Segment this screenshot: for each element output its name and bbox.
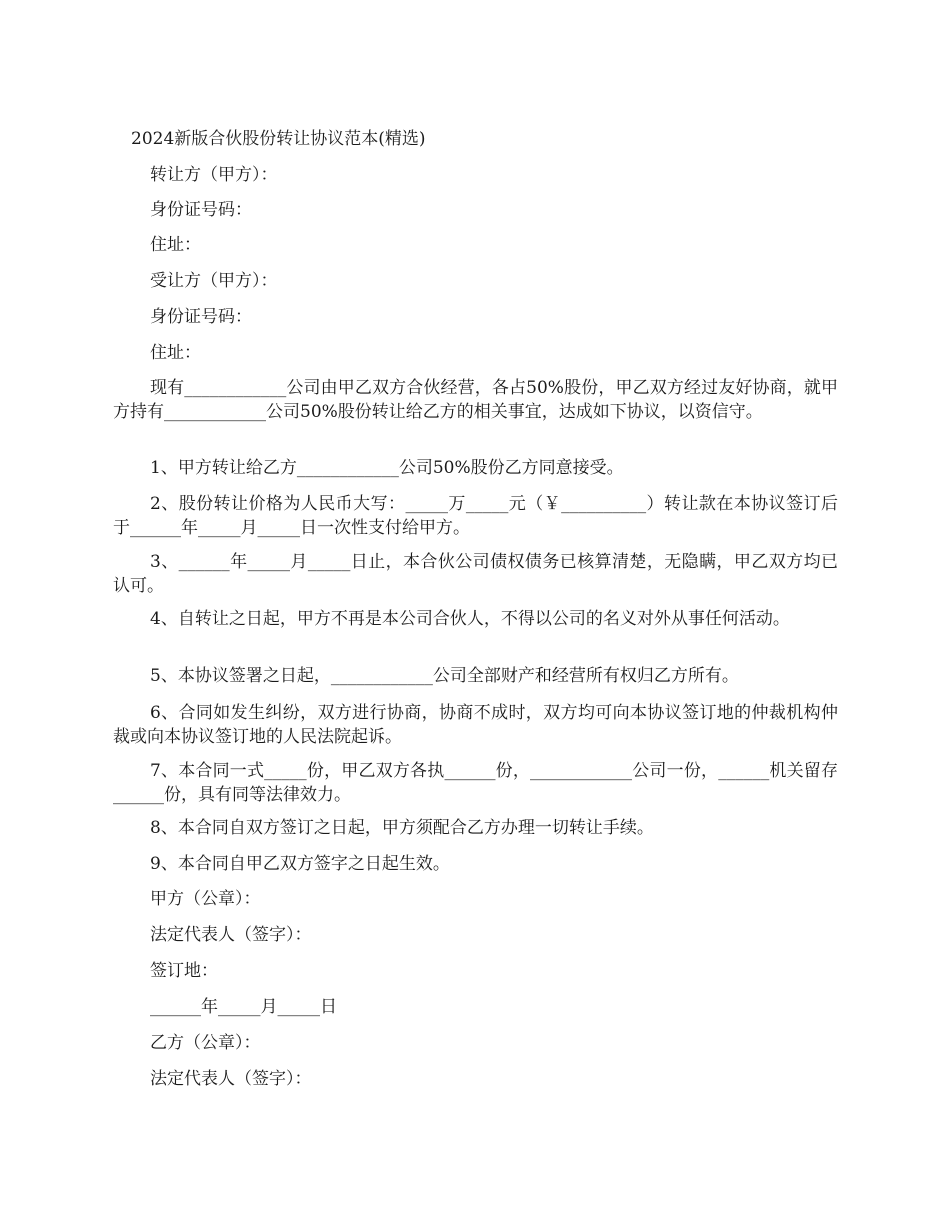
party-a-representative: 法定代表人（签字）： (150, 925, 312, 945)
clause-5: 5、本协议签署之日起，____________公司全部财产和经营所有权归乙方所有。 (150, 666, 739, 686)
transferor-label: 转让方（甲方）： (150, 165, 278, 185)
clause-9: 9、本合同自甲乙双方签字之日起生效。 (150, 854, 450, 874)
transferee-id-label: 身份证号码： (150, 307, 252, 327)
sign-place: 签订地： (150, 961, 218, 981)
intro-paragraph: 现有____________公司由甲乙双方合伙经营，各占50%股份，甲乙双方经过友好协商，就甲方持有____________公司50%股份转让给乙方的相关事宜，达成如下协议，以资信守。 (113, 378, 838, 422)
transferee-address-label: 住址： (150, 343, 201, 363)
clause-6: 6、合同如发生纠纷，双方进行协商，协商不成时，双方均可向本协议签订地的仲裁机构仲裁或向本协议签订地的人民法院起诉。 (113, 703, 838, 747)
clause-2: 2、股份转让价格为人民币大写：_____万_____元（￥__________）转让款在本协议签订后于______年_____月_____日一次性支付给甲方。 (113, 494, 838, 538)
clause-1: 1、甲方转让给乙方____________公司50%股份乙方同意接受。 (150, 458, 624, 478)
clause-4: 4、自转让之日起，甲方不再是本公司合伙人，不得以公司的名义对外从事任何活动。 (150, 609, 790, 629)
clause-8: 8、本合同自双方签订之日起，甲方须配合乙方办理一切转让手续。 (150, 818, 654, 838)
transferor-id-label: 身份证号码： (150, 200, 252, 220)
transferee-label: 受让方（甲方）： (150, 271, 278, 291)
clause-3: 3、______年_____月_____日止，本合伙公司债权债务已核算清楚，无隐瞒，甲乙双方均已认可。 (113, 552, 838, 596)
transferor-address-label: 住址： (150, 235, 201, 255)
sign-date: ______年_____月_____日 (150, 997, 337, 1017)
party-b-seal: 乙方（公章）： (150, 1033, 261, 1053)
clause-7: 7、本合同一式_____份，甲乙双方各执______份，____________公司一份，______机关留存______份，具有同等法律效力。 (113, 761, 838, 805)
document-title: 2024新版合伙股份转让协议范本(精选) (131, 129, 426, 149)
party-a-seal: 甲方（公章）： (150, 889, 261, 909)
party-b-representative: 法定代表人（签字）： (150, 1069, 312, 1089)
